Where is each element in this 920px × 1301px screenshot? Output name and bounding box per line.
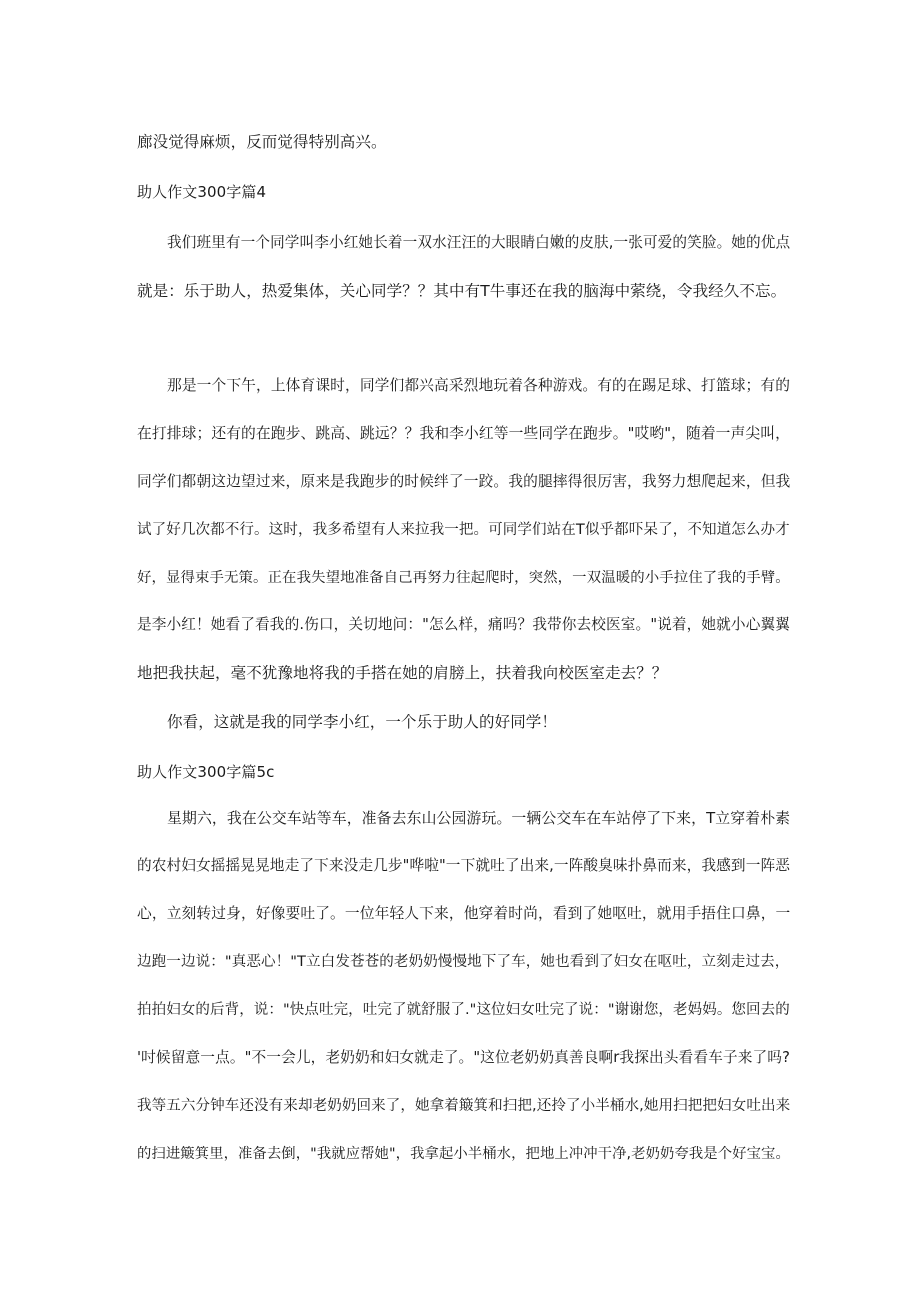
text-line: 地把我扶起，毫不犹豫地将我的手搭在她的肩膀上，扶着我向校医室走去？？ [137,664,668,682]
text-line: 的扫进簸箕里，准备去倒，"我就应帮她"，我拿起小半桶水，把地上冲冲干净,老奶奶夸我是个好宝宝。 [137,1146,790,1162]
text-line: 我等五六分钟车还没有来却老奶奶回来了，她拿着簸箕和扫把,还拎了小半桶水,她用扫把把妇女吐出来 [137,1098,791,1114]
section-heading: 助人作文300字篇4 [137,183,267,201]
text-line: 同学们都朝这边望过来，原来是我跑步的时候绊了一跤。我的腿摔得很厉害，我努力想爬起来，但我 [137,473,791,490]
text-line: 试了好几次都不行。这时，我多希望有人来拉我一把。可同学们站在T似乎都吓呆了，不知道怎么办才 [137,522,790,538]
text-line: 的农村妇女摇摇晃晃地走了下来没走几步"哗啦"一下就吐了出来,一阵酸臭味扑鼻而来，我感到一阵恶 [137,857,790,874]
text-line: 边跑一边说："真恶心！"T立白发苍苍的老奶奶慢慢地下了车，她也看到了妇女在呕吐，立刻走过去， [137,953,790,970]
paragraph-start: 你看，这就是我的同学李小红，一个乐于助人的好同学！ [167,713,558,731]
paragraph-start: 我们班里有一个同学叫李小红她长着一双水汪汪的大眼睛白嫩的皮肤,一张可爱的笑脸。她的优点 [167,234,791,251]
text-line: 就是：乐于助人，热爱集体，关心同学？？其中有T牛事还在我的脑海中萦绕，令我经久不忘。 [137,282,787,300]
section-heading: 助人作文300字篇5c [137,763,275,781]
paragraph-start: 那是一个下午，上体育课时，同学们都兴高采烈地玩着各种游戏。有的在踢足球、打篮球；有的 [167,377,791,394]
text-line: 拍拍妇女的后背，说："快点吐完，吐完了就舒服了."这位妇女吐完了说："谢谢您，老妈妈。您回去的 [137,1002,790,1018]
text-line: 心，立刻转过身，好像要吐了。一位年轻人下来，他穿着时尚，看到了她呕吐，就用手捂住口鼻，一 [137,905,791,922]
text-line: '吋候留意一点。"不一会儿，老奶奶和妇女就走了。"这位老奶奶真善良啊r我探出头看看车子来了吗? [137,1049,790,1066]
text-line: 是李小红！她看了看我的.伤口，关切地问："怎么样，痛吗？我带你去校医室。"说着，她就小心翼翼 [137,616,790,633]
paragraph-start: 星期六，我在公交车站等车，准备去东山公园游玩。一辆公交车在车站停了下来，T立穿着朴素 [167,809,791,827]
text-line: 廊没觉得麻烦，反而觉得特别高兴。 [137,133,387,151]
text-line: 在打排球；还有的在跑步、跳高、跳远？？我和李小红等一些同学在跑步。"哎哟"，随着一声尖叫， [137,425,791,442]
text-line: 好，显得束手无策。正在我失望地准备自己再努力往起爬时，突然，一双温暖的小手拉住了我的手臂。 [137,570,790,586]
